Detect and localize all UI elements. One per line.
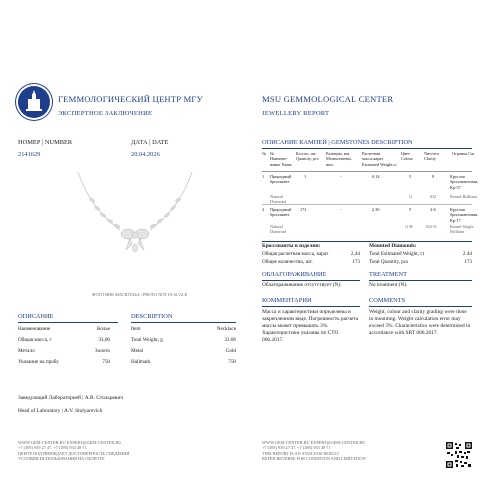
comments-title-en: COMMENTS [369,297,406,304]
date-value: 20.04.2026 [131,151,160,158]
msu-logo-icon [18,86,50,118]
gem-row-2-cut: Круглая бриллиантовая, Кр-17 [450,207,479,223]
mounted-title-en: Mounted Diamonds: [369,243,417,249]
treatment-title-ru: ОБЛАГОРАЖИВАНИЕ [262,271,327,278]
mounted-row: Общее количество, шт. 173 [262,259,360,265]
description-row: Металл Золото [18,348,110,354]
description-row: Total Weight, g 33.06 [131,337,236,343]
center-title-ru: ГЕММОЛОГИЧЕСКИЙ ЦЕНТР МГУ [58,94,203,104]
gem-row-1-clarity: 9 [432,174,435,179]
treatment-text-ru: Облагораживание отсутствует (N). [262,282,342,288]
photo-caption: ФОТО ВНЕ МАСШТАБА | PHOTO NOT IN SCALE [92,292,188,297]
gem-header-qty: Кол-во, шт. Quantity, pcs [296,151,319,162]
report-subtitle-en: JEWELLERY REPORT [262,110,330,117]
signature-ru: Заведующий Лабораторией | А.В. Стольревич [18,395,124,401]
gem-header-no: № [262,151,267,156]
gem-row-2-size: - [340,207,342,212]
description-row: Metal Gold [131,348,236,354]
necklace-photo [70,168,200,278]
qr-code-icon [446,442,472,468]
gem-header-name: № Наимено-вание Name [270,151,292,167]
gem-header-cut: Огранка Cut [452,151,475,156]
description-title-en: DESCRIPTION [131,313,173,320]
gem-row-2-no: 2 [262,207,265,212]
center-title-en: MSU GEMMOLOGICAL CENTER [262,94,394,104]
description-title-ru: ОПИСАНИЕ [18,313,54,320]
comments-title-ru: КОММЕНТАРИИ [262,297,312,304]
description-row: Наименование Колье [18,326,110,332]
gem-row-2-clarity: 3-6 [430,207,436,212]
gem-row-1-clarity-en: SI2 [430,194,436,199]
number-label: НОМЕР | NUMBER [18,139,73,146]
gem-row-1-qty: 1 [304,174,307,179]
gem-row-2-colour: 5 [409,207,412,212]
gem-row-2-name-en: Natural Diamond [270,224,286,235]
gem-row-1-name: Природный бриллиант [270,174,292,185]
gem-header-clarity: Чистота Clarity [424,151,439,162]
gem-row-2-colour-en: G-H [405,224,413,229]
gem-header-colour: Цвет Colour [401,151,413,162]
gem-row-1-cut: Круглая бриллиантовая, Кр-57 [450,174,479,190]
gemstones-title: ОПИСАНИЕ КАМНЕЙ | GEMSTONES DESCRIPTION [262,139,413,146]
number-value: 2141629 [18,151,41,158]
mounted-title-ru: Бриллианты в изделии: [262,243,321,249]
gem-header-weight: Расчетная масса,карат Estimated Weight,ct [362,151,397,167]
gem-row-2-weight: 2,30 [372,207,380,212]
description-row: Общая масса, г 33,06 [18,337,110,343]
gem-row-1-colour: 5 [409,174,412,179]
gem-row-1-weight: 0,14 [372,174,380,179]
mounted-row: Total Estimated Weight, ct 2.44 [369,251,472,257]
description-row: Hallmark 750 [131,359,236,365]
treatment-title-en: TREATMENT [369,271,407,278]
report-subtitle-ru: ЭКСПЕРТНОЕ ЗАКЛЮЧЕНИЕ [58,110,153,117]
mounted-row: Total Quantity, pcs 173 [369,259,472,265]
comments-text-en: Weight, colour and clarity grading were done in mounting. Weight calculation error may exceed 3%. Characteristics were determined in accordance with SRT 006.2017. [369,309,471,336]
footer-right: WWW.GEM-CENTER.RU EXPERT@GEM-CENTER.RU +7 (495) 939 27 47, +7 (495) 933 48 71 THIS REPORT IS AN ANALYSIS RESULT REFER REVERSE FOR CONDITION AND LIMITATION [262,440,366,462]
signature-en: Head of Laboratory | A.V. Stolyarevich [18,408,103,414]
description-row: Указание на пробу 750 [18,359,110,365]
gem-row-1-size: - [340,174,342,179]
treatment-text-en: No treatment (N). [369,282,408,288]
gem-row-1-cut-en: Round Brilliant [450,194,477,199]
description-row: Item Necklace [131,326,236,332]
comments-text-ru: Масса и характеристики определены в закрепленном виде. Погрешность расчета массы может превышать 3%. Характеристики указаны по СТО 006.2017. [262,309,359,343]
mounted-row: Общая расчетная масса, карат 2,44 [262,251,360,257]
gem-row-2-name: Природный бриллиант [270,207,292,218]
gem-row-2-qty: 172 [300,207,307,212]
gem-row-1-no: 1 [262,174,265,179]
date-label: ДАТА | DATE [131,139,169,146]
gem-row-1-name-en: Natural Diamond [270,194,286,205]
gem-row-2-cut-en: Round Single Brilliant [450,224,474,235]
gem-row-2-clarity-en: SI2-I1 [426,224,437,229]
footer-left: WWW.GEM-CENTER.RU EXPERT@GEM-CENTER.RU +7 (495) 939 27 47, +7 (495) 933 48 71 ЦЕНТР ПОДТВЕРЖДАЕТ ДОСТОВЕРНОСТЬ СВЕДЕНИЙ УСЛОВИЯ ИСПОЛЬЗОВАНИЯ НА ОБОРОТЕ [18,440,130,462]
gem-row-1-colour-en: G [409,194,413,199]
gem-header-size: Размеры, мм Measurements, mm [326,151,353,167]
